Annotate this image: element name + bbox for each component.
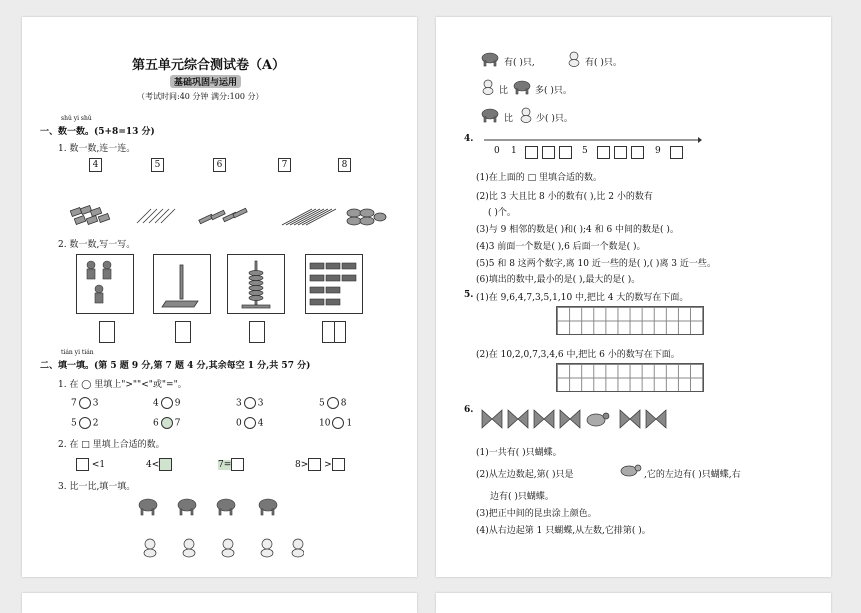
answer-box[interactable]: [249, 321, 265, 343]
number-line-label: 0: [494, 146, 500, 156]
compare-circle[interactable]: [332, 417, 344, 429]
worksheet-page-3: [22, 593, 417, 613]
picture-frame-dolls: [76, 254, 134, 314]
answer-grid-1[interactable]: [556, 306, 704, 335]
compare-item: 3 3: [236, 398, 264, 409]
q4-item: (4)3 前面一个数是( ),6 后面一个数是( )。: [476, 242, 646, 252]
question-4-number: 4.: [464, 134, 474, 144]
question-2-2: 2. 在 □ 里填上合适的数。: [58, 440, 165, 450]
sheep-icon: [512, 79, 532, 95]
page-title: 第五单元综合测试卷（A）: [132, 58, 286, 73]
toy-cars-icon: [306, 255, 362, 313]
q4-item: (6)填出的数中,最小的是( ),最大的是( )。: [476, 275, 641, 285]
number-line: [482, 134, 702, 144]
compare-circle[interactable]: [244, 397, 256, 409]
animals-compare-icon: [134, 493, 304, 563]
lamb-icon: [518, 107, 534, 123]
q5-item-1: (1)在 9,6,4,7,3,5,1,10 中,把比 4 大的数写在下面。: [476, 293, 689, 303]
question-2-3: 3. 比一比,填一填。: [58, 482, 136, 492]
number-line-box[interactable]: [614, 146, 627, 159]
pinyin-1: shǔ yi shǔ: [61, 115, 92, 122]
q6-item: 边有( )只蝴蝶。: [490, 492, 554, 502]
answer-box-two-digit[interactable]: [322, 321, 346, 343]
compare-circle[interactable]: [244, 417, 256, 429]
number-line-box[interactable]: [525, 146, 538, 159]
q5-item-2: (2)在 10,2,0,7,3,4,6 中,把比 6 小的数写在下面。: [476, 350, 680, 360]
worksheet-page-2: [436, 17, 831, 577]
number-box: 5: [151, 158, 164, 172]
question-1-1: 1. 数一数,连一连。: [58, 144, 136, 154]
compare-circle[interactable]: [327, 397, 339, 409]
number-box: 6: [213, 158, 226, 172]
fill-item: 4<: [146, 458, 172, 471]
number-line-box[interactable]: [670, 146, 683, 159]
compare-line-1b: 有( )只。: [585, 58, 622, 68]
answer-grid-2[interactable]: [556, 363, 704, 392]
doll-icon: [77, 255, 133, 313]
compare-circle[interactable]: [161, 397, 173, 409]
number-line-box[interactable]: [597, 146, 610, 159]
worksheet-page-4: [436, 593, 831, 613]
fill-box[interactable]: [231, 458, 244, 471]
compare-line-1a: 有( )只,: [504, 58, 535, 68]
number-line-label: 9: [655, 146, 661, 156]
q4-item: (3)与 9 相邻的数是( )和( );4 和 6 中间的数是( )。: [476, 225, 679, 235]
bee-icon: [618, 461, 642, 479]
picture-frame-cars: [305, 254, 363, 314]
q6-item: (4)从右边起第 1 只蝴蝶,从左数,它排第( )。: [476, 526, 651, 536]
fill-box[interactable]: [308, 458, 321, 471]
compare-circle[interactable]: [79, 417, 91, 429]
number-line-box[interactable]: [559, 146, 572, 159]
fill-item: <1: [76, 458, 105, 471]
compare-item: 10 1: [319, 418, 353, 429]
counting-items-icon: [67, 203, 387, 229]
number-box: 4: [89, 158, 102, 172]
number-line-box[interactable]: [542, 146, 555, 159]
abacus-icon: [228, 255, 284, 313]
question-5-number: 5.: [464, 290, 474, 300]
number-line-label: 5: [582, 146, 588, 156]
compare-line-2: 多( )只。: [535, 86, 572, 96]
number-line-box[interactable]: [631, 146, 644, 159]
fill-item: 7=: [218, 458, 244, 471]
picture-frame-stick: [153, 254, 211, 314]
compare-item: 4 9: [153, 398, 181, 409]
section-1-heading: 一、数一数。(5+8=13 分): [40, 127, 155, 137]
answer-box[interactable]: [175, 321, 191, 343]
question-2-1: 1. 在 ◯ 里填上">""<"或"="。: [58, 380, 187, 390]
answer-box[interactable]: [99, 321, 115, 343]
compare-item: 6 7: [153, 418, 181, 429]
stick-stand-icon: [154, 255, 210, 313]
number-box: 7: [278, 158, 291, 172]
compare-circle[interactable]: [161, 417, 173, 429]
lamb-icon: [480, 79, 496, 95]
subtitle-badge: 基础巩固与运用: [170, 75, 241, 88]
sheep-icon: [480, 51, 500, 67]
compare-word: 比: [504, 114, 514, 124]
compare-circle[interactable]: [79, 397, 91, 409]
picture-frame-abacus: [227, 254, 285, 314]
q6-item: (2)从左边数起,第( )只是: [476, 470, 574, 480]
number-line-label: 1: [511, 146, 517, 156]
compare-item: 7 3: [71, 398, 99, 409]
question-1-2: 2. 数一数,写一写。: [58, 240, 136, 250]
compare-item: 5 8: [319, 398, 347, 409]
worksheet-page-1: [22, 17, 417, 577]
fill-item: 8> >: [295, 458, 345, 471]
exam-meta: （考试时间:40 分钟 满分:100 分）: [137, 92, 264, 101]
fill-box[interactable]: [332, 458, 345, 471]
q6-item: (1)一共有( )只蝴蝶。: [476, 448, 562, 458]
fill-box[interactable]: [159, 458, 172, 471]
butterflies-row-icon: [480, 406, 680, 432]
q6-item: (3)把正中间的昆虫涂上颜色。: [476, 509, 597, 519]
pinyin-2: tián yi tián: [61, 349, 94, 356]
q4-item: ( )个。: [488, 208, 516, 218]
question-6-number: 6.: [464, 405, 474, 415]
sheep-icon: [480, 107, 500, 123]
compare-item: 0 4: [236, 418, 264, 429]
q4-item: (5)5 和 8 这两个数字,离 10 近一些的是( ),( )离 3 近一些。: [476, 259, 716, 269]
lamb-icon: [566, 51, 582, 67]
compare-line-3: 少( )只。: [536, 114, 573, 124]
section-2-heading: 二、填一填。(第 5 题 9 分,第 7 题 4 分,其余每空 1 分,共 57 分): [40, 361, 311, 371]
q4-item: (2)比 3 大且比 8 小的数有( ),比 2 小的数有: [476, 192, 653, 202]
fill-box[interactable]: [76, 458, 89, 471]
number-box: 8: [338, 158, 351, 172]
compare-word: 比: [499, 86, 509, 96]
q6-item: ,它的左边有( )只蝴蝶,右: [644, 470, 741, 480]
compare-item: 5 2: [71, 418, 99, 429]
q4-item: (1)在上面的 □ 里填合适的数。: [476, 173, 602, 183]
